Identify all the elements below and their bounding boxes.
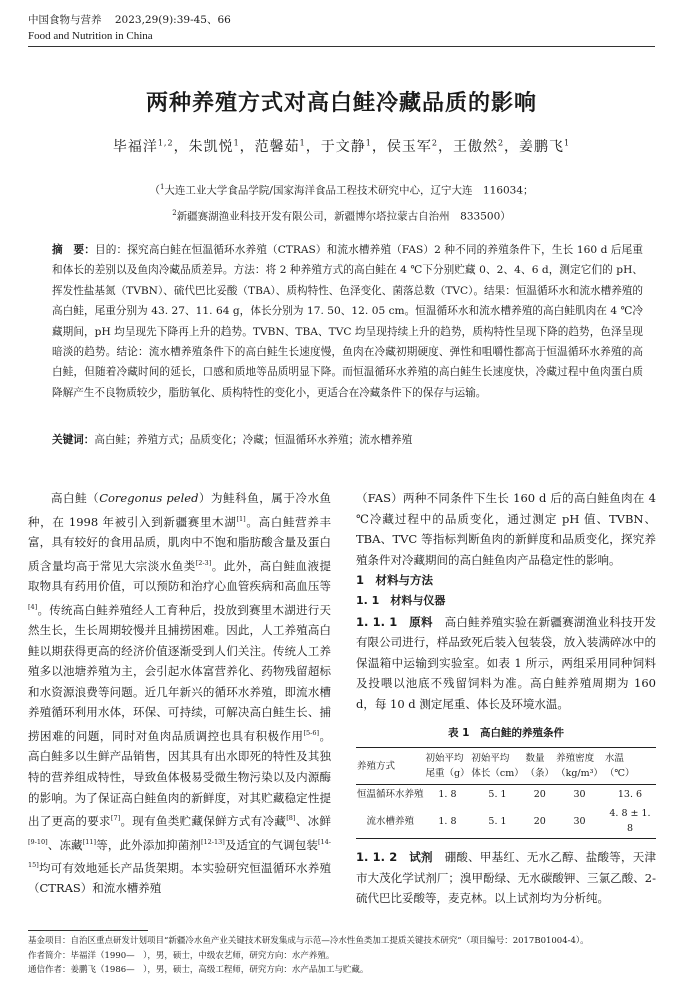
author-name: 于文静 <box>320 139 366 155</box>
table-cell: 13. 6 <box>617 789 643 801</box>
footnote-line: 作者简介：毕福洋（1990— ），男，硕士，中级农艺师，研究方向：水产养殖。 <box>28 950 335 961</box>
table-cell: 30 <box>555 804 604 839</box>
citation-ref: [11] <box>82 837 97 846</box>
table-cell: 流水槽养殖 <box>356 804 425 839</box>
text-run: 高白鲑（ <box>51 491 100 505</box>
breeding-conditions-table <box>356 747 656 839</box>
footnote-line: 通信作者：姜鹏飞（1986— ），男，硕士，高级工程师，研究方向：水产品加工与贮藏。 <box>28 965 369 975</box>
footnotes <box>28 934 655 978</box>
table-cell: 20 <box>525 804 556 839</box>
header-line: 尾重（g） <box>425 768 470 780</box>
header-line: 体长（cm） <box>471 768 524 780</box>
author-affil-mark: 1 <box>233 138 240 148</box>
table-cell: 5. 1 <box>488 789 507 801</box>
author-name: 王傲然 <box>452 139 498 155</box>
table-cell: 20 <box>533 789 546 801</box>
affiliation-line: （$^1$大连工业大学食品学院/国家海洋食品工程技术研究中心，辽宁大连 116034； <box>149 183 534 197</box>
right-column <box>356 488 656 909</box>
citation-ref: [12-13] <box>200 837 225 846</box>
table-body <box>356 785 656 839</box>
keywords <box>52 430 643 450</box>
journal-name-en: Food and Nutrition in China <box>28 30 153 42</box>
table-cell: 1. 8 <box>438 789 457 801</box>
paragraph-1-1-1 <box>356 612 656 715</box>
author-name: 姜鹏飞 <box>519 139 565 155</box>
affiliation-list <box>0 176 683 227</box>
affiliation-line: $^2$新疆赛湖渔业科技开发有限公司，新疆博尔塔拉蒙古自治州 833500） <box>172 208 511 222</box>
table-cell: 4. 8 ± 1. 8 <box>604 804 656 839</box>
text-run: 。高白鲑多以生鲜产品销售，因其具有出水即死的特性及其独特的营养组成特性，导致鱼体极易受微生物污染以及内源酶的影响。为了保证高白鲑鱼肉的新鲜度，对其贮藏稳定性提出了更高的要求 <box>28 728 332 829</box>
section-heading-1: 1 材料与方法 <box>356 573 434 588</box>
text-run: 、冻藏 <box>47 837 83 852</box>
species-name: Coregonus peled <box>99 491 199 505</box>
author-affil-mark: 1 <box>564 138 571 148</box>
text-run: ）为鲑科鱼，属于冷水鱼种，在 1998 年被引入到新疆赛里木湖 <box>28 491 331 529</box>
author-name: 侯玉军 <box>386 139 432 155</box>
table-cell: 1. 8 <box>425 804 471 839</box>
section-heading-1-1: 1. 1 材料与仪器 <box>356 593 446 607</box>
journal-citation: 2023,29(9):39-45、66 <box>114 14 231 26</box>
footnote-line: 基金项目：自治区重点研发计划项目“新疆冷水鱼产业关键技术研发集成与示范—冷水性鱼类加工提质关键技术研究”（项目编号：2017B01004-4）。 <box>28 936 589 946</box>
table-header-cell <box>525 748 556 785</box>
keywords-label: 关键词： <box>52 434 95 446</box>
table-caption: 表 1 高白鲑的养殖条件 <box>448 726 564 739</box>
abstract-label: 摘 要： <box>52 244 95 256</box>
left-column <box>28 488 331 899</box>
text-run: 均可有效地延长产品货架期。本实验研究恒温循环水养殖（CTRAS）和流水槽养殖 <box>28 860 331 896</box>
table-header-cell <box>470 748 524 785</box>
paragraph-1-1-1-label: 1. 1. 1 原料 <box>356 614 433 629</box>
citation-ref: [1] <box>236 514 246 523</box>
text-run: 及适宜的气调包装 <box>224 837 318 852</box>
author-affil-mark: 1 <box>299 138 306 148</box>
text-run: 。现有鱼类贮藏保鲜方式有冷藏 <box>120 814 287 829</box>
text-run: 。高白鲑营养丰富，具有较好的食用品质，肌肉中不饱和脂肪酸含量及蛋白质含量均高于常见大宗淡水鱼类 <box>28 514 331 573</box>
citation-ref: [14-15] <box>28 837 332 870</box>
header-line: 数量 <box>525 753 545 765</box>
author-list: 毕福洋$^{1,2}$，朱凯悦$^1$，范馨茹$^1$，于文静$^1$，侯玉军$^2$，王傲然$^2$，姜鹏飞$^1$ <box>112 138 571 155</box>
author-affil-mark: 1,2 <box>157 138 174 148</box>
abstract <box>52 240 643 403</box>
affiliation-text: 大连工业大学食品学院/国家海洋食品工程技术研究中心，辽宁大连 116034； <box>164 184 534 197</box>
author-name: 朱凯悦 <box>188 139 234 155</box>
header-line: 水温 <box>604 753 624 765</box>
table-header-cell <box>555 748 604 785</box>
paragraph-1-1-2 <box>356 847 656 909</box>
header-line: 养殖方式 <box>357 760 396 772</box>
citation-ref: [5-6] <box>303 729 320 738</box>
table-cell: 30 <box>573 789 586 801</box>
paragraph-1-1-2-label: 1. 1. 2 试剂 <box>356 850 433 865</box>
header-line: （℃） <box>604 768 635 780</box>
keywords-text: 高白鲑；养殖方式；品质变化；冷藏；恒温循环水养殖；流水槽养殖 <box>94 434 413 446</box>
paragraph-1-1-1-text: 高白鲑养殖实验在新疆赛湖渔业科技开发有限公司进行，样品致死后装入包装袋，放入装满碎冰中的保温箱中运输到实验室。如表 1 所示，两组采用同种饲料及投喂以池底不残留饲料为准。高白鲑养殖周期为 160 d，每 10 d 测定尾重、体长及环境水温。 <box>356 614 656 711</box>
abstract-text: 目的：探究高白鲑在恒温循环水养殖（CTRAS）和流水槽养殖（FAS）2 种不同的养殖条件下，生长 160 d 后尾重和体长的差别以及鱼肉冷藏品质差异。方法：将 2 种养殖方式的高白鲑在 4 ℃下分别贮藏 0、2、4、6 d，测定它们的 pH、挥发性盐基氮（TVBN）、硫代巴比妥酸（TBA）、质构特性、色泽变化、菌落总数（TVC）。结果：恒温循环水和流水槽养殖的高白鲑，尾重分别为 43. 27、11. 64 g，体长分别为 17. 50、12. 05 cm。恒温循环水和流水槽养殖的高白鲑肌肉在 4 ℃冷藏期间，pH 均呈现先下降再上升的趋势。TVBN、TBA、TVC 均呈现持续上升的趋势，质构特性呈现下降的趋势，色泽呈现暗淡的趋势。结论：流水槽养殖条件下的高白鲑生长速度慢，鱼肉在冷藏初期硬度、弹性和咀嚼性都高于恒温循环水养殖的高白鲑，但随着冷藏时间的延长，口感和质地等品质明显下降。而恒温循环水养殖的高白鲑生长速度快，冷藏过程中鱼肉蛋白质降解产生不良物质较少，脂肪氧化、质构特性的变化小，更适合在冷藏条件下的保存与运输。 <box>52 244 644 399</box>
intro-paragraph <box>28 488 331 899</box>
paragraph-1-1-2-text: 硼酸、甲基红、无水乙醇、盐酸等，天津市大茂化学试剂厂；溴甲酚绿、无水碳酸钾、三氯乙酸、2-硫代巴比妥酸等，麦克林。以上试剂均为分析纯。 <box>356 850 656 906</box>
citation-ref: [2-3] <box>195 558 212 567</box>
citation-ref: [8] <box>286 814 296 823</box>
citation-ref: [7] <box>110 814 121 823</box>
citation-ref: [4] <box>28 602 38 611</box>
paper-title: 两种养殖方式对高白鲑冷藏品质的影响 <box>145 91 537 116</box>
table-header-cell <box>604 748 656 785</box>
table-header-row <box>356 748 656 785</box>
journal-name-cn: 中国食物与营养 <box>28 14 102 26</box>
text-run: 。此外，高白鲑血液提取物具有药用价值，可以预防和治疗心血管疾病和高血压等 <box>28 558 332 594</box>
table-cell: 5. 1 <box>470 804 524 839</box>
affiliation-number: 2 <box>172 208 177 217</box>
citation-ref: [9-10] <box>28 837 48 846</box>
header-rule <box>28 46 655 47</box>
header-line: 初始平均 <box>471 753 510 765</box>
text-run: 。传统高白鲑养殖经人工育种后，投放到赛里木湖进行天然生长，生长周期较慢并且捕捞困难。因此，人工养殖高白鲑以期获得更高的经济价值逐渐受到人们关注。传统人工养殖多以池塘养殖为主，会引起水体富营养化、药物残留超标和水资源浪费等问题。近几年新兴的循环水养殖，即流水槽养殖循环利用水体，环保、可持续，可解决高白鲑生长、捕捞困难的问题，同时对鱼肉品质调控也具有积极作用 <box>28 602 331 743</box>
table-row <box>356 785 656 805</box>
running-header <box>28 12 231 44</box>
table-cell: 恒温循环水养殖 <box>357 789 424 801</box>
author-affil-mark: 2 <box>497 138 505 148</box>
table-header-cell <box>425 748 471 785</box>
affiliation-text: 新疆赛湖渔业科技开发有限公司，新疆博尔塔拉蒙古自治州 833500 <box>176 210 501 222</box>
header-line: 养殖密度 <box>556 753 595 765</box>
header-line: （kg/m³） <box>556 768 603 780</box>
author-name: 毕福洋 <box>112 139 158 155</box>
footnote-rule <box>28 930 148 931</box>
intro-paragraph-cont: （FAS）两种不同条件下生长 160 d 后的高白鲑鱼肉在 4 ℃冷藏过程中的品质变化，通过测定 pH 值、TVBN、TBA、TVC 等指标判断鱼肉的新鲜度和品质变化，探究养殖条件对冷藏期间的高白鲑鱼肉产品稳定性的影响。 <box>356 491 656 567</box>
affiliation-number: 1 <box>159 183 165 191</box>
author-name: 范馨茹 <box>254 139 300 155</box>
table-row <box>356 804 656 839</box>
header-line: （条） <box>525 768 555 780</box>
header-line: 初始平均 <box>425 753 464 765</box>
author-affil-mark: 2 <box>431 138 438 148</box>
text-run: 、冰鲜 <box>295 814 332 829</box>
author-affil-mark: 1 <box>365 138 372 148</box>
table-header-cell <box>356 748 425 785</box>
text-run: 等，此外添加抑菌剂 <box>96 837 201 852</box>
